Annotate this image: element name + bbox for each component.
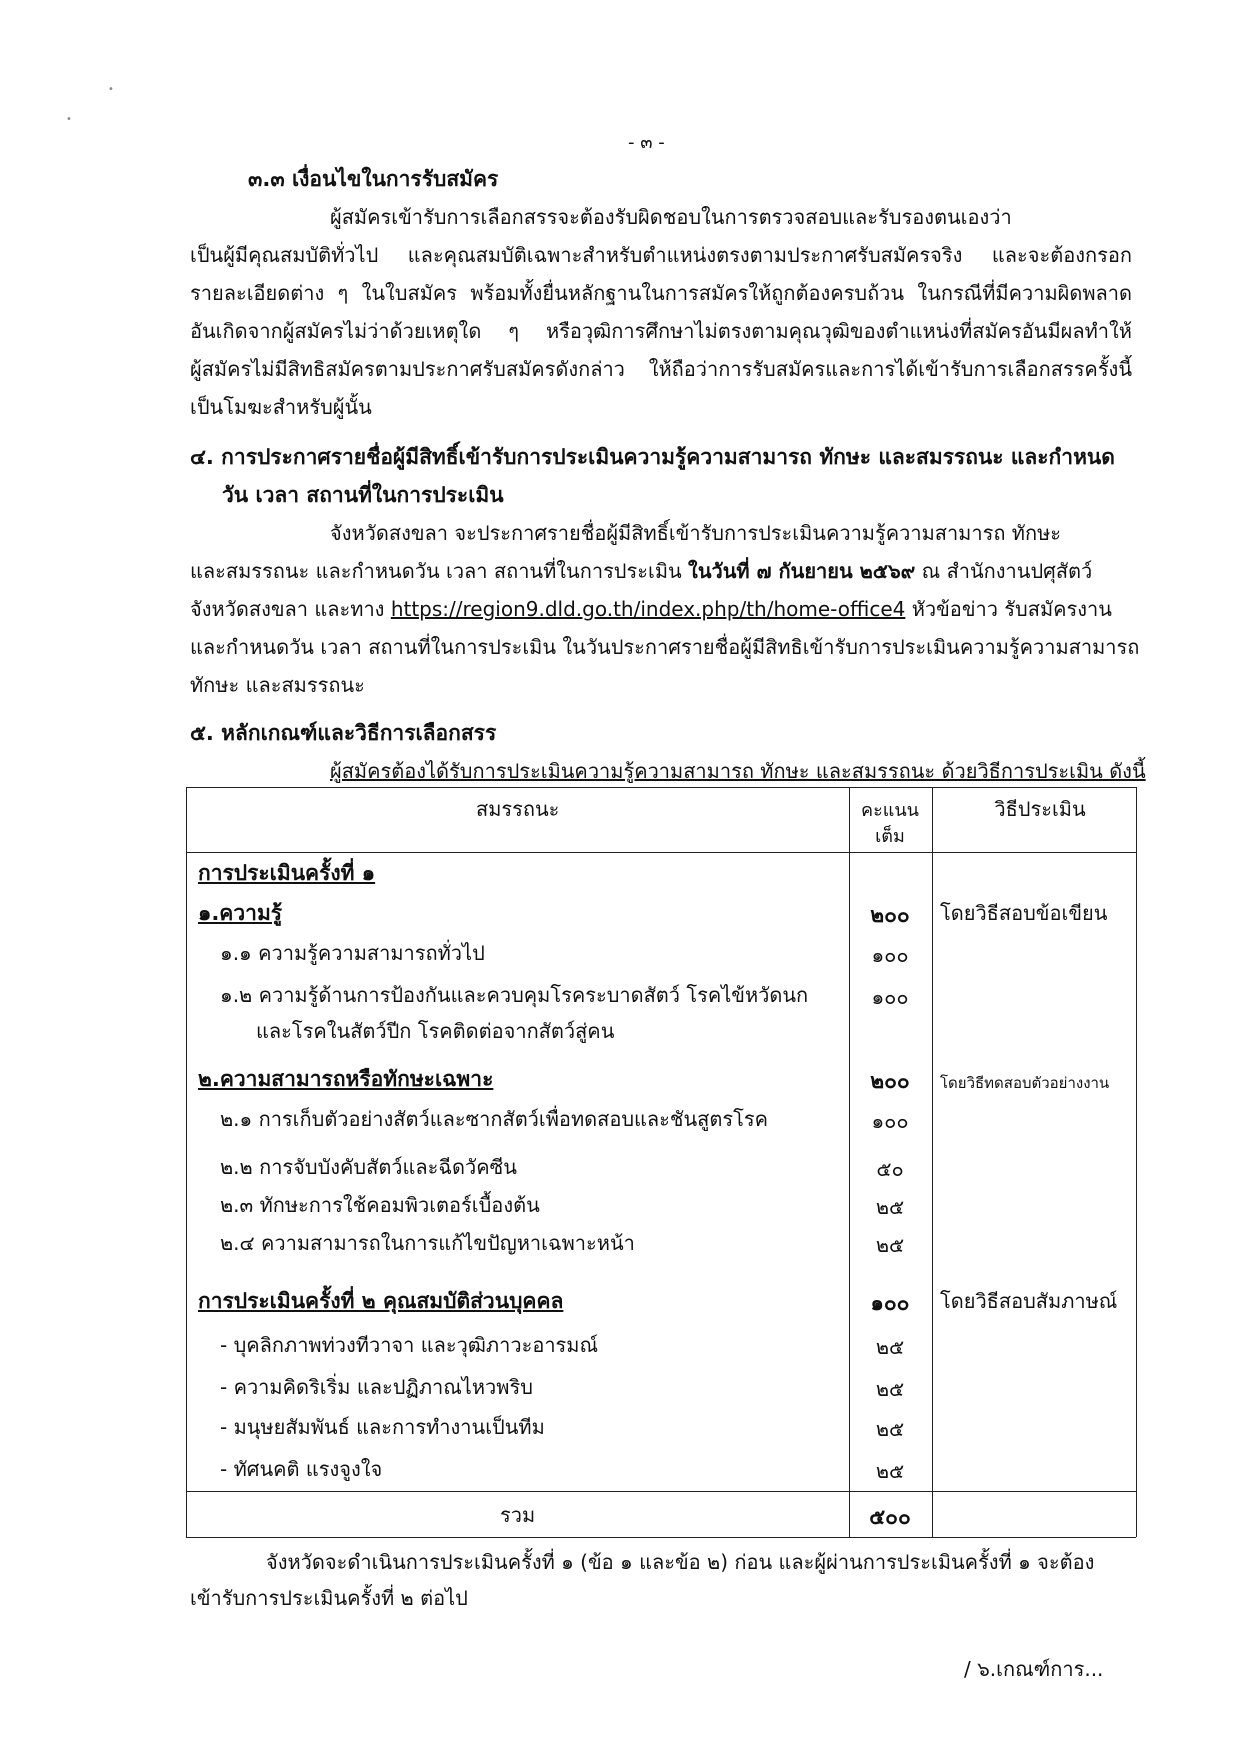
table-total-divider — [186, 1491, 1136, 1492]
knowledge-item-1: ๑.๑ ความรู้ความสามารถทั่วไป — [220, 941, 485, 965]
round2-item: - บุคลิกภาพท่วงทีวาจา และวุฒิภาวะอารมณ์ — [220, 1333, 599, 1357]
page-number: - ๓ - — [628, 132, 665, 153]
section-3-3-heading: ๓.๓ เงื่อนไขในการรับสมัคร — [248, 167, 499, 191]
knowledge-method: โดยวิธีสอบข้อเขียน — [940, 901, 1108, 925]
round2-item: - มนุษยสัมพันธ์ และการทำงานเป็นทีม — [220, 1415, 545, 1439]
section-4-paragraph-line: จังหวัดสงขลา และทาง https://region9.dld.go.th/index.php/th/home-office4 หัวข้อข่าว รับสมัครงาน — [190, 597, 1112, 621]
office-website-link[interactable]: https://region9.dld.go.th/index.php/th/home-office4 — [390, 597, 906, 621]
round2-item-score: ๒๕ — [875, 1377, 905, 1401]
knowledge-title: ๑.ความรู้ — [198, 901, 283, 925]
continuation-marker: / ๖.เกณฑ์การ... — [964, 1657, 1104, 1681]
skill-item-3-score: ๒๕ — [875, 1195, 905, 1219]
section-4-paragraph-line: และกำหนดวัน เวลา สถานที่ในการประเมิน ในวันประกาศรายชื่อผู้มีสิทธิเข้ารับการประเมินความรู้ความสามารถ — [190, 635, 1140, 659]
table-column-divider — [932, 787, 933, 1537]
table-border-top — [186, 787, 1136, 788]
skill-item-1-score: ๑๐๐ — [871, 1109, 909, 1133]
skill-score: ๒๐๐ — [870, 1069, 910, 1093]
scan-speck: • — [66, 114, 72, 125]
section-4-paragraph-line: ทักษะ และสมรรถนะ — [190, 673, 365, 697]
section-5-intro: ผู้สมัครต้องได้รับการประเมินความรู้ความสามารถ ทักษะ และสมรรถนะ ด้วยวิธีการประเมิน ดังนี้ — [330, 759, 1146, 783]
header-method: วิธีประเมิน — [994, 797, 1086, 821]
total-score: ๕๐๐ — [869, 1505, 911, 1529]
section-5-heading: ๕. หลักเกณฑ์และวิธีการเลือกสรร — [190, 721, 497, 745]
skill-item-1: ๒.๑ การเก็บตัวอย่างสัตว์และซากสัตว์เพื่อทดสอบและชันสูตรโรค — [220, 1107, 768, 1131]
scan-speck: • — [108, 84, 114, 95]
header-competency: สมรรถนะ — [476, 797, 560, 821]
section-3-3-paragraph-line: ผู้สมัครเข้ารับการเลือกสรรจะต้องรับผิดชอบในการตรวจสอบและรับรองตนเองว่า — [330, 205, 1012, 229]
knowledge-item-2: ๑.๒ ความรู้ด้านการป้องกันและควบคุมโรคระบาดสัตว์ โรคไข้หวัดนก — [220, 983, 809, 1007]
skill-item-2-score: ๕๐ — [876, 1157, 904, 1181]
skill-item-4: ๒.๔ ความสามารถในการแก้ไขปัญหาเฉพาะหน้า — [220, 1231, 635, 1255]
table-border-left — [186, 787, 187, 1537]
section-4-heading-cont: วัน เวลา สถานที่ในการประเมิน — [222, 483, 504, 507]
section-3-3-paragraph-line: อันเกิดจากผู้สมัครไม่ว่าด้วยเหตุใด ๆ หรือวุฒิการศึกษาไม่ตรงตามคุณวุฒิของตำแหน่งที่สมัครอันมีผลทำให้ — [190, 319, 1132, 343]
round2-method: โดยวิธีสอบสัมภาษณ์ — [940, 1289, 1118, 1313]
header-score-line2: เต็ม — [875, 826, 905, 847]
table-header-divider — [186, 852, 1136, 853]
knowledge-score: ๒๐๐ — [870, 903, 910, 927]
section-3-3-paragraph-line: รายละเอียดต่าง ๆ ในใบสมัคร พร้อมทั้งยื่นหลักฐานในการสมัครให้ถูกต้องครบถ้วน ในกรณีที่มีความผิดพลาด — [190, 281, 1132, 305]
skill-title: ๒.ความสามารถหรือทักษะเฉพาะ — [198, 1067, 494, 1091]
round2-item: - ความคิดริเริ่ม และปฏิภาณไหวพริบ — [220, 1375, 533, 1399]
round2-score: ๑๐๐ — [870, 1291, 910, 1315]
round2-title: การประเมินครั้งที่ ๒ คุณสมบัติส่วนบุคคล — [198, 1289, 564, 1313]
section-3-3-paragraph-line: เป็นโมฆะสำหรับผู้นั้น — [190, 395, 372, 419]
skill-method: โดยวิธีทดสอบตัวอย่างงาน — [940, 1074, 1110, 1092]
round2-item-score: ๒๕ — [875, 1335, 905, 1359]
section-4-heading: ๔. การประกาศรายชื่อผู้มีสิทธิ์เข้ารับการประเมินความรู้ความสามารถ ทักษะ และสมรรถนะ และกำหนด — [190, 445, 1115, 469]
knowledge-item-2-cont: และโรคในสัตว์ปีก โรคติดต่อจากสัตว์สู่คน — [256, 1019, 615, 1043]
total-label: รวม — [500, 1503, 536, 1527]
round1-title: การประเมินครั้งที่ ๑ — [198, 861, 376, 885]
section-4-paragraph-line: และสมรรถนะ และกำหนดวัน เวลา สถานที่ในการประเมิน ในวันที่ ๗ กันยายน ๒๕๖๙ ณ สำนักงานปศุสัตว์ — [190, 559, 1093, 583]
skill-item-2: ๒.๒ การจับบังคับสัตว์และฉีดวัคซีน — [220, 1155, 517, 1179]
table-border-right — [1136, 787, 1137, 1537]
round2-item-score: ๒๕ — [875, 1459, 905, 1483]
section-3-3-paragraph-line: เป็นผู้มีคุณสมบัติทั่วไป และคุณสมบัติเฉพาะสำหรับตำแหน่งตรงตามประกาศรับสมัครจริง และจะต้องกรอก — [190, 243, 1132, 267]
knowledge-item-1-score: ๑๐๐ — [871, 943, 909, 967]
closing-line: เข้ารับการประเมินครั้งที่ ๒ ต่อไป — [190, 1586, 468, 1610]
table-border-bottom — [186, 1537, 1136, 1538]
announcement-date: ในวันที่ ๗ กันยายน ๒๕๖๙ — [688, 559, 916, 583]
skill-item-4-score: ๒๕ — [875, 1233, 905, 1257]
skill-item-3: ๒.๓ ทักษะการใช้คอมพิวเตอร์เบื้องต้น — [220, 1193, 540, 1217]
round2-item: - ทัศนคติ แรงจูงใจ — [220, 1457, 383, 1481]
section-4-paragraph-line: จังหวัดสงขลา จะประกาศรายชื่อผู้มีสิทธิ์เข้ารับการประเมินความรู้ความสามารถ ทักษะ — [330, 521, 1062, 545]
section-3-3-paragraph-line: ผู้สมัครไม่มีสิทธิสมัครตามประกาศรับสมัครดังกล่าว ให้ถือว่าการรับสมัครและการได้เข้ารับการเลือกสรรครั้งนี้ — [190, 357, 1132, 381]
closing-line: จังหวัดจะดำเนินการประเมินครั้งที่ ๑ (ข้อ ๑ และข้อ ๒) ก่อน และผู้ผ่านการประเมินครั้งที่ ๑ จะต้อง — [266, 1550, 1095, 1574]
round2-item-score: ๒๕ — [875, 1417, 905, 1441]
knowledge-item-2-score: ๑๐๐ — [871, 985, 909, 1009]
header-score-line1: คะแนน — [861, 800, 919, 821]
